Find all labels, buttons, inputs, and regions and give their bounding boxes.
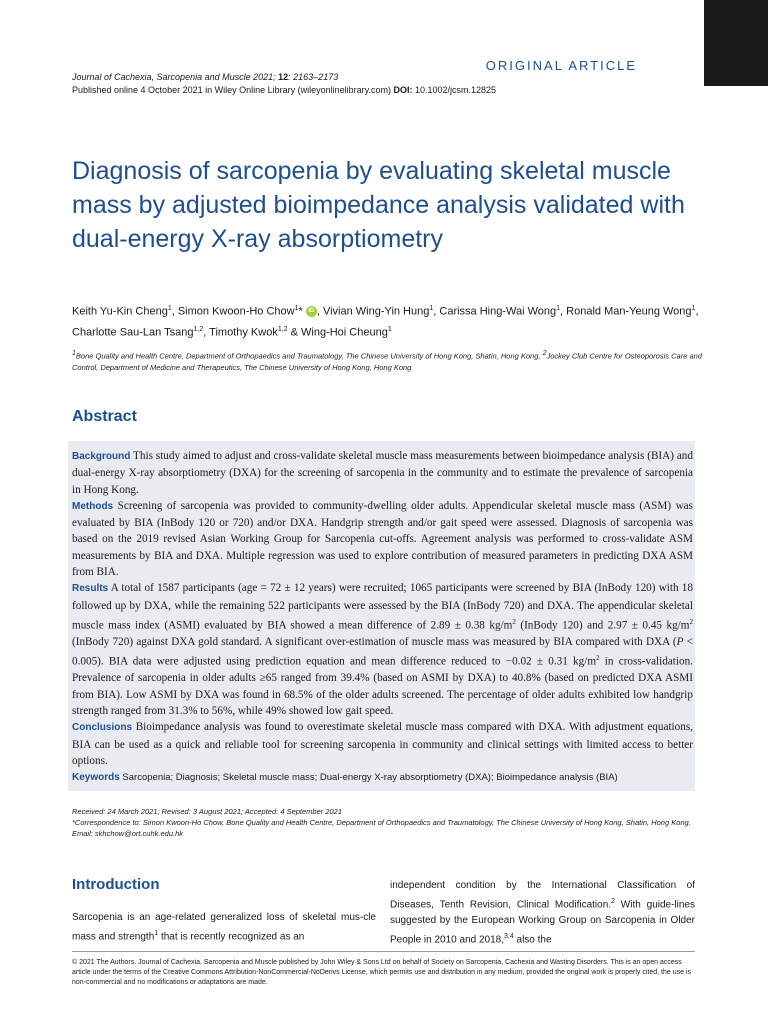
affiliation-text: Jockey Club Centre for Osteoporosis Care and Control, Department of Medicine and Therapeutics, The Chinese University of Hong Kong, Hong Kong <box>72 351 702 372</box>
author-sup: 1 <box>429 305 434 312</box>
license-footer: © 2021 The Authors. Journal of Cachexia, Sarcopenia and Muscle published by John Wiley & Sons Ltd on behalf of Society on Sarcopenia, Cachexia and Wasting Disorders. This is an open access article under the terms of the Creative Commons Attribution-NonCommercial-NoDerivs License, which permits use and distribution in any medium, provided the original work is properly cited, the use is non-commercial and no modifications or adaptations are made. <box>72 959 691 986</box>
p-symbol: P <box>676 636 684 648</box>
affiliation-sup: 2 <box>542 350 547 357</box>
results-text: (InBody 720) against DXA gold standard. A significant over-estimation of muscle mass was measured by BIA compared with DXA ( <box>72 636 677 648</box>
author-sup: 1 <box>387 325 392 333</box>
correspondence-note: *Correspondence to: Simon Kwoon-Ho Chow, Bone Quality and Health Centre, Department of Orthopaedics and Traumatology, The Chinese University of Hong Kong, Shatin, Hong Kong. Email: skhchow@ort.cuhk.edu.hk <box>72 818 691 838</box>
article-type-label: ORIGINAL ARTICLE <box>485 58 637 73</box>
journal-pages: : 2163–2173 <box>288 72 339 82</box>
abstract-conclusions <box>72 719 693 769</box>
article-dates <box>72 806 702 839</box>
abstract-body <box>72 448 693 769</box>
background-text: This study aimed to adjust and cross-validate skeletal muscle mass measurements between bioimpedance analysis (BIA) and dual-energy X-ray absorptiometry (DXA) for the screening of sarcopenia in the community and to estimate the prevalence of sarcopenia in Hong Kong. <box>72 450 693 496</box>
author-sup: 1,2 <box>277 325 288 333</box>
intro-text: With guide-lines suggested by the European Working Group on Sarcopenia in Older People in 2010 and 2018, <box>390 899 695 946</box>
published-text: Published online 4 October 2021 in Wiley Online Library (wileyonlinelibrary.com) <box>72 85 394 95</box>
abstract-results <box>72 580 693 719</box>
methods-label: Methods <box>72 500 114 512</box>
citation-sup[interactable]: 2 <box>611 898 615 905</box>
author-name[interactable]: , Simon Kwoon-Ho Chow <box>171 305 295 318</box>
results-text: in cross-validation. Prevalence of sarcopenia in older adults ≥65 ranged from 39.4% (based on ASMI by DXA) to 40.8% (based on predicted DXA ASMI from BIA). Low ASMI by DXA was found in 68.5% of the older adults screened. The percentage of older adults exhibited low handgrip strength ranged from 31.3% to 56%, while 49% showed low gait speed. <box>72 656 693 717</box>
affiliations <box>72 348 702 373</box>
journal-volume: 12 <box>278 72 289 82</box>
methods-text: Screening of sarcopenia was provided to community-dwelling older adults. Appendicular skeletal muscle mass (ASM) was evaluated by BIA (InBody 120 or 720) and/or DXA. Handgrip strength and/or gait speed were assessed. Diagnosis of sarcopenia was based on the 2019 revised Asian Working Group for Sarcopenia cut-offs. Agreement analysis was performed to cross-validate ASM measurements by BIA and DXA. Multiple regression was used to explore contribution of measured parameters in predicting DXA ASM from BIA. <box>72 499 693 579</box>
introduction-heading: Introduction <box>72 876 160 893</box>
author-name[interactable]: & Wing-Hoi Cheung <box>287 326 388 339</box>
footer-divider <box>72 951 695 952</box>
results-text: < 0.005). BIA data were adjusted using prediction equation and mean difference reduced to −0.02 ± 0.31 kg/m <box>72 636 693 669</box>
journal-name: Journal of Cachexia, Sarcopenia and Muscle <box>72 72 251 82</box>
keywords-text: Sarcopenia; Diagnosis; Skeletal muscle mass; Dual-energy X-ray absorptiometry (DXA); Bioimpedance analysis (BIA) <box>119 772 618 783</box>
corner-tab-block <box>704 0 768 86</box>
author-name[interactable]: , Vivian Wing-Yin Hung <box>316 305 430 318</box>
unit-sup: 2 <box>689 617 693 626</box>
citation-sup[interactable]: 3,4 <box>504 933 514 941</box>
results-text: A total of 1587 participants (age = 72 ± 12 years) were recruited; 1065 participants were screened by BIA (InBody 120) with 18 followed up by DXA, while the remaining 522 participants were assessed by the BIA (InBody 720) and DXA. The appendicular skeletal muscle mass index (ASMI) evaluated by BIA showed a mean difference of 2.89 ± 0.38 kg/m <box>72 582 693 632</box>
article-title: Diagnosis of sarcopenia by evaluating skeletal muscle mass by adjusted bioimpedance analysis validated with dual-energy X-ray absorptiometry <box>72 157 685 253</box>
abstract-background <box>72 448 693 498</box>
intro-text: Sarcopenia is an age-related generalized loss of skeletal mus-cle mass and strength <box>72 912 376 943</box>
journal-year: 2021; <box>250 72 279 82</box>
results-text: (InBody 120) and 2.97 ± 0.45 kg/m <box>515 619 690 632</box>
published-line <box>72 85 496 95</box>
author-sup: 1 <box>294 305 299 312</box>
intro-text: also the <box>513 934 552 946</box>
affiliation-sup: 1 <box>72 350 76 357</box>
background-label: Background <box>72 451 131 462</box>
conclusions-text: Bioimpedance analysis was found to overestimate skeletal muscle mass compared with DXA. With adjustment equations, BIA can be used as a quick and reliable tool for screening sarcopenia in community and clinical settings with limited access to better options. <box>72 721 693 767</box>
received-dates: Received: 24 March 2021; Revised: 3 August 2021; Accepted: 4 September 2021 <box>72 807 343 816</box>
author-name[interactable]: , Timothy Kwok <box>203 326 278 339</box>
author-name[interactable]: , Carissa Hing-Wai Wong <box>433 305 557 318</box>
abstract-methods <box>72 498 693 580</box>
corresponding-star: * <box>298 305 303 318</box>
author-name[interactable]: , Charlotte Sau-Lan Tsang <box>72 305 699 339</box>
journal-citation <box>72 72 338 82</box>
author-sup: 1 <box>691 305 696 312</box>
unit-sup: 2 <box>512 617 516 626</box>
intro-text: independent condition by the International Classification of Diseases, Tenth Revision, Clinical Modification. <box>390 880 695 911</box>
author-name[interactable]: Keith Yu-Kin Cheng <box>72 305 168 318</box>
intro-text: that is recently recognized as an <box>158 931 305 943</box>
keywords-label: Keywords <box>72 772 120 783</box>
abstract-heading: Abstract <box>72 408 137 425</box>
keywords <box>72 772 693 783</box>
author-name[interactable]: , Ronald Man-Yeung Wong <box>560 305 692 318</box>
affiliation-text: Bone Quality and Health Centre, Department of Orthopaedics and Traumatology, The Chinese University of Hong Kong, Shatin, Hong Kong, <box>75 351 543 361</box>
citation-sup[interactable]: 1 <box>154 930 159 937</box>
doi-label: DOI: <box>393 85 413 95</box>
orcid-icon[interactable]: iD <box>306 306 317 317</box>
author-list <box>72 300 702 341</box>
author-sup: 1,2 <box>193 325 204 333</box>
doi-link[interactable]: 10.1002/jcsm.12825 <box>412 85 497 95</box>
conclusions-label: Conclusions <box>72 722 133 734</box>
introduction-column-1 <box>72 910 376 945</box>
results-label: Results <box>72 583 109 595</box>
author-sup: 1 <box>167 305 172 312</box>
unit-sup: 2 <box>596 654 600 663</box>
introduction-column-2 <box>390 878 695 949</box>
author-sup: 1 <box>556 305 561 312</box>
